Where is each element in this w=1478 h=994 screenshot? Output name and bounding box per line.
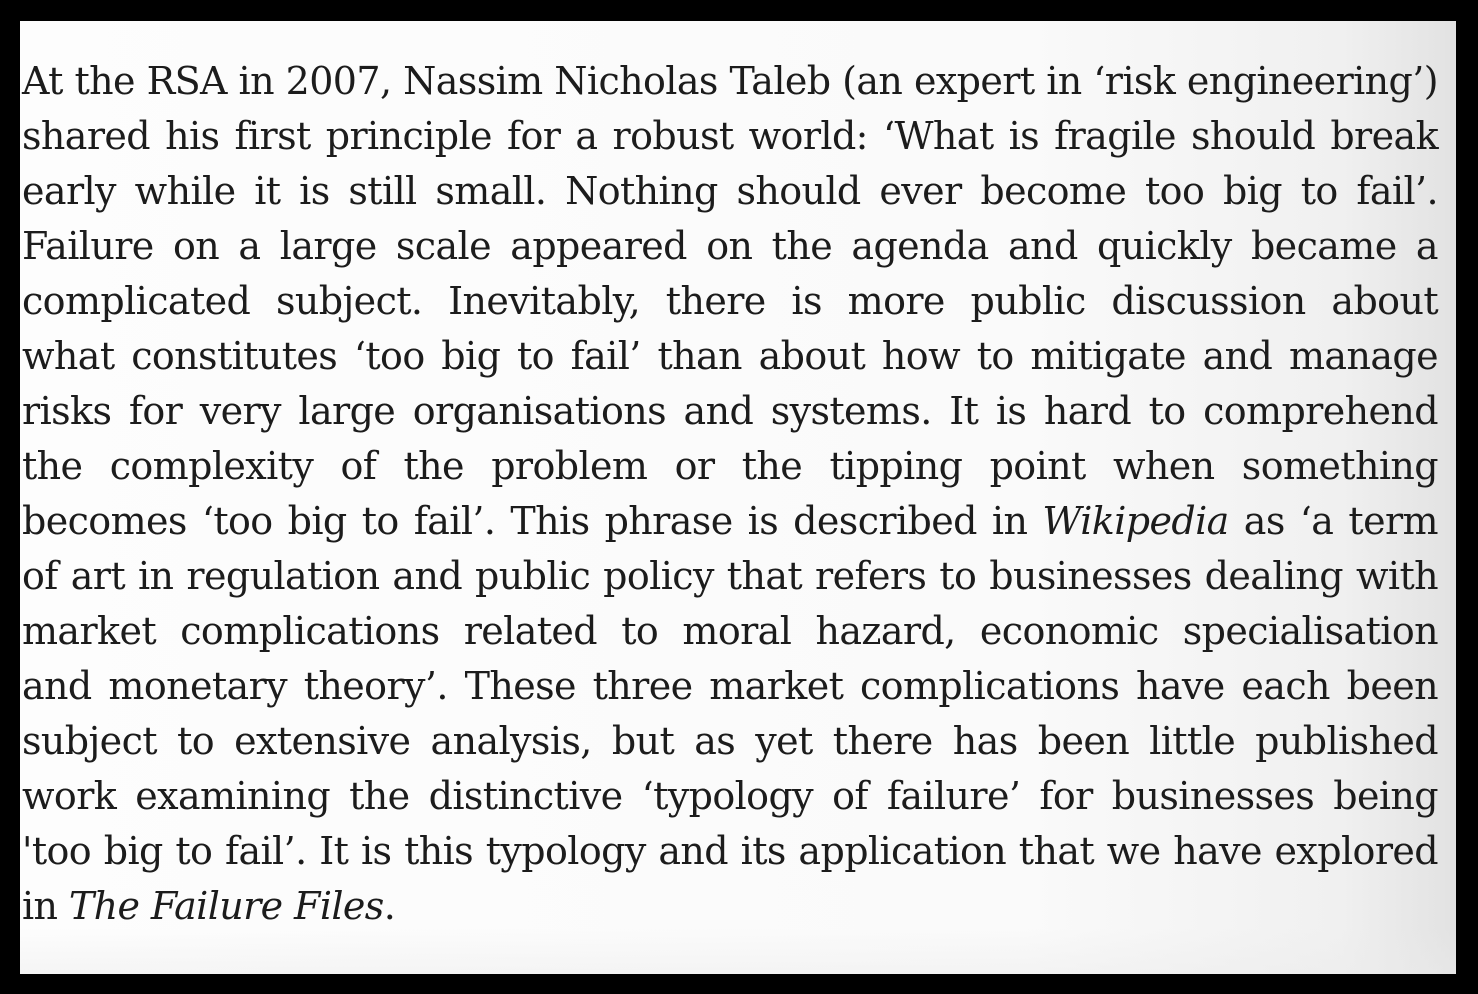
paragraph-line: 'too big to fail’. It is this typology and its application that we have explored [22, 829, 1438, 873]
italic-title-failure-files: The Failure Files [68, 884, 384, 928]
italic-title-wikipedia: Wikipedia [1042, 499, 1229, 543]
book-page [20, 21, 1456, 974]
paragraph-line: Failure on a large scale appeared on the agenda and quickly became a [22, 224, 1438, 268]
paragraph-line: the complexity of the problem or the tipping point when something [22, 444, 1438, 488]
paragraph-line: early while it is still small. Nothing should ever become too big to fail’. [22, 169, 1438, 213]
line-text: becomes ‘too big to fail’. This phrase is described in [22, 499, 1043, 543]
paragraph-line: market complications related to moral hazard, economic specialisation [22, 609, 1438, 653]
line-text: in [22, 884, 69, 928]
paragraph-line [22, 494, 1438, 549]
body-paragraph [22, 54, 1438, 934]
paragraph-line: and monetary theory’. These three market complications have each been [22, 664, 1438, 708]
paragraph-line: shared his first principle for a robust world: ‘What is fragile should break [22, 114, 1438, 158]
paragraph-line: subject to extensive analysis, but as yet there has been little published [22, 719, 1438, 763]
paragraph-line: risks for very large organisations and systems. It is hard to comprehend [22, 389, 1438, 433]
paragraph-line: of art in regulation and public policy that refers to businesses dealing with [22, 554, 1438, 598]
line-text: . [383, 884, 396, 928]
line-text: as ‘a term [1228, 499, 1438, 543]
paragraph-line: complicated subject. Inevitably, there is more public discussion about [22, 279, 1438, 323]
paragraph-line: work examining the distinctive ‘typology of failure’ for businesses being [22, 774, 1438, 818]
paragraph-line [22, 879, 1438, 934]
page-bleed-shadow [20, 928, 1456, 974]
paragraph-line: At the RSA in 2007, Nassim Nicholas Taleb (an expert in ‘risk engineering’) [22, 59, 1438, 103]
paragraph-line: what constitutes ‘too big to fail’ than about how to mitigate and manage [22, 334, 1438, 378]
